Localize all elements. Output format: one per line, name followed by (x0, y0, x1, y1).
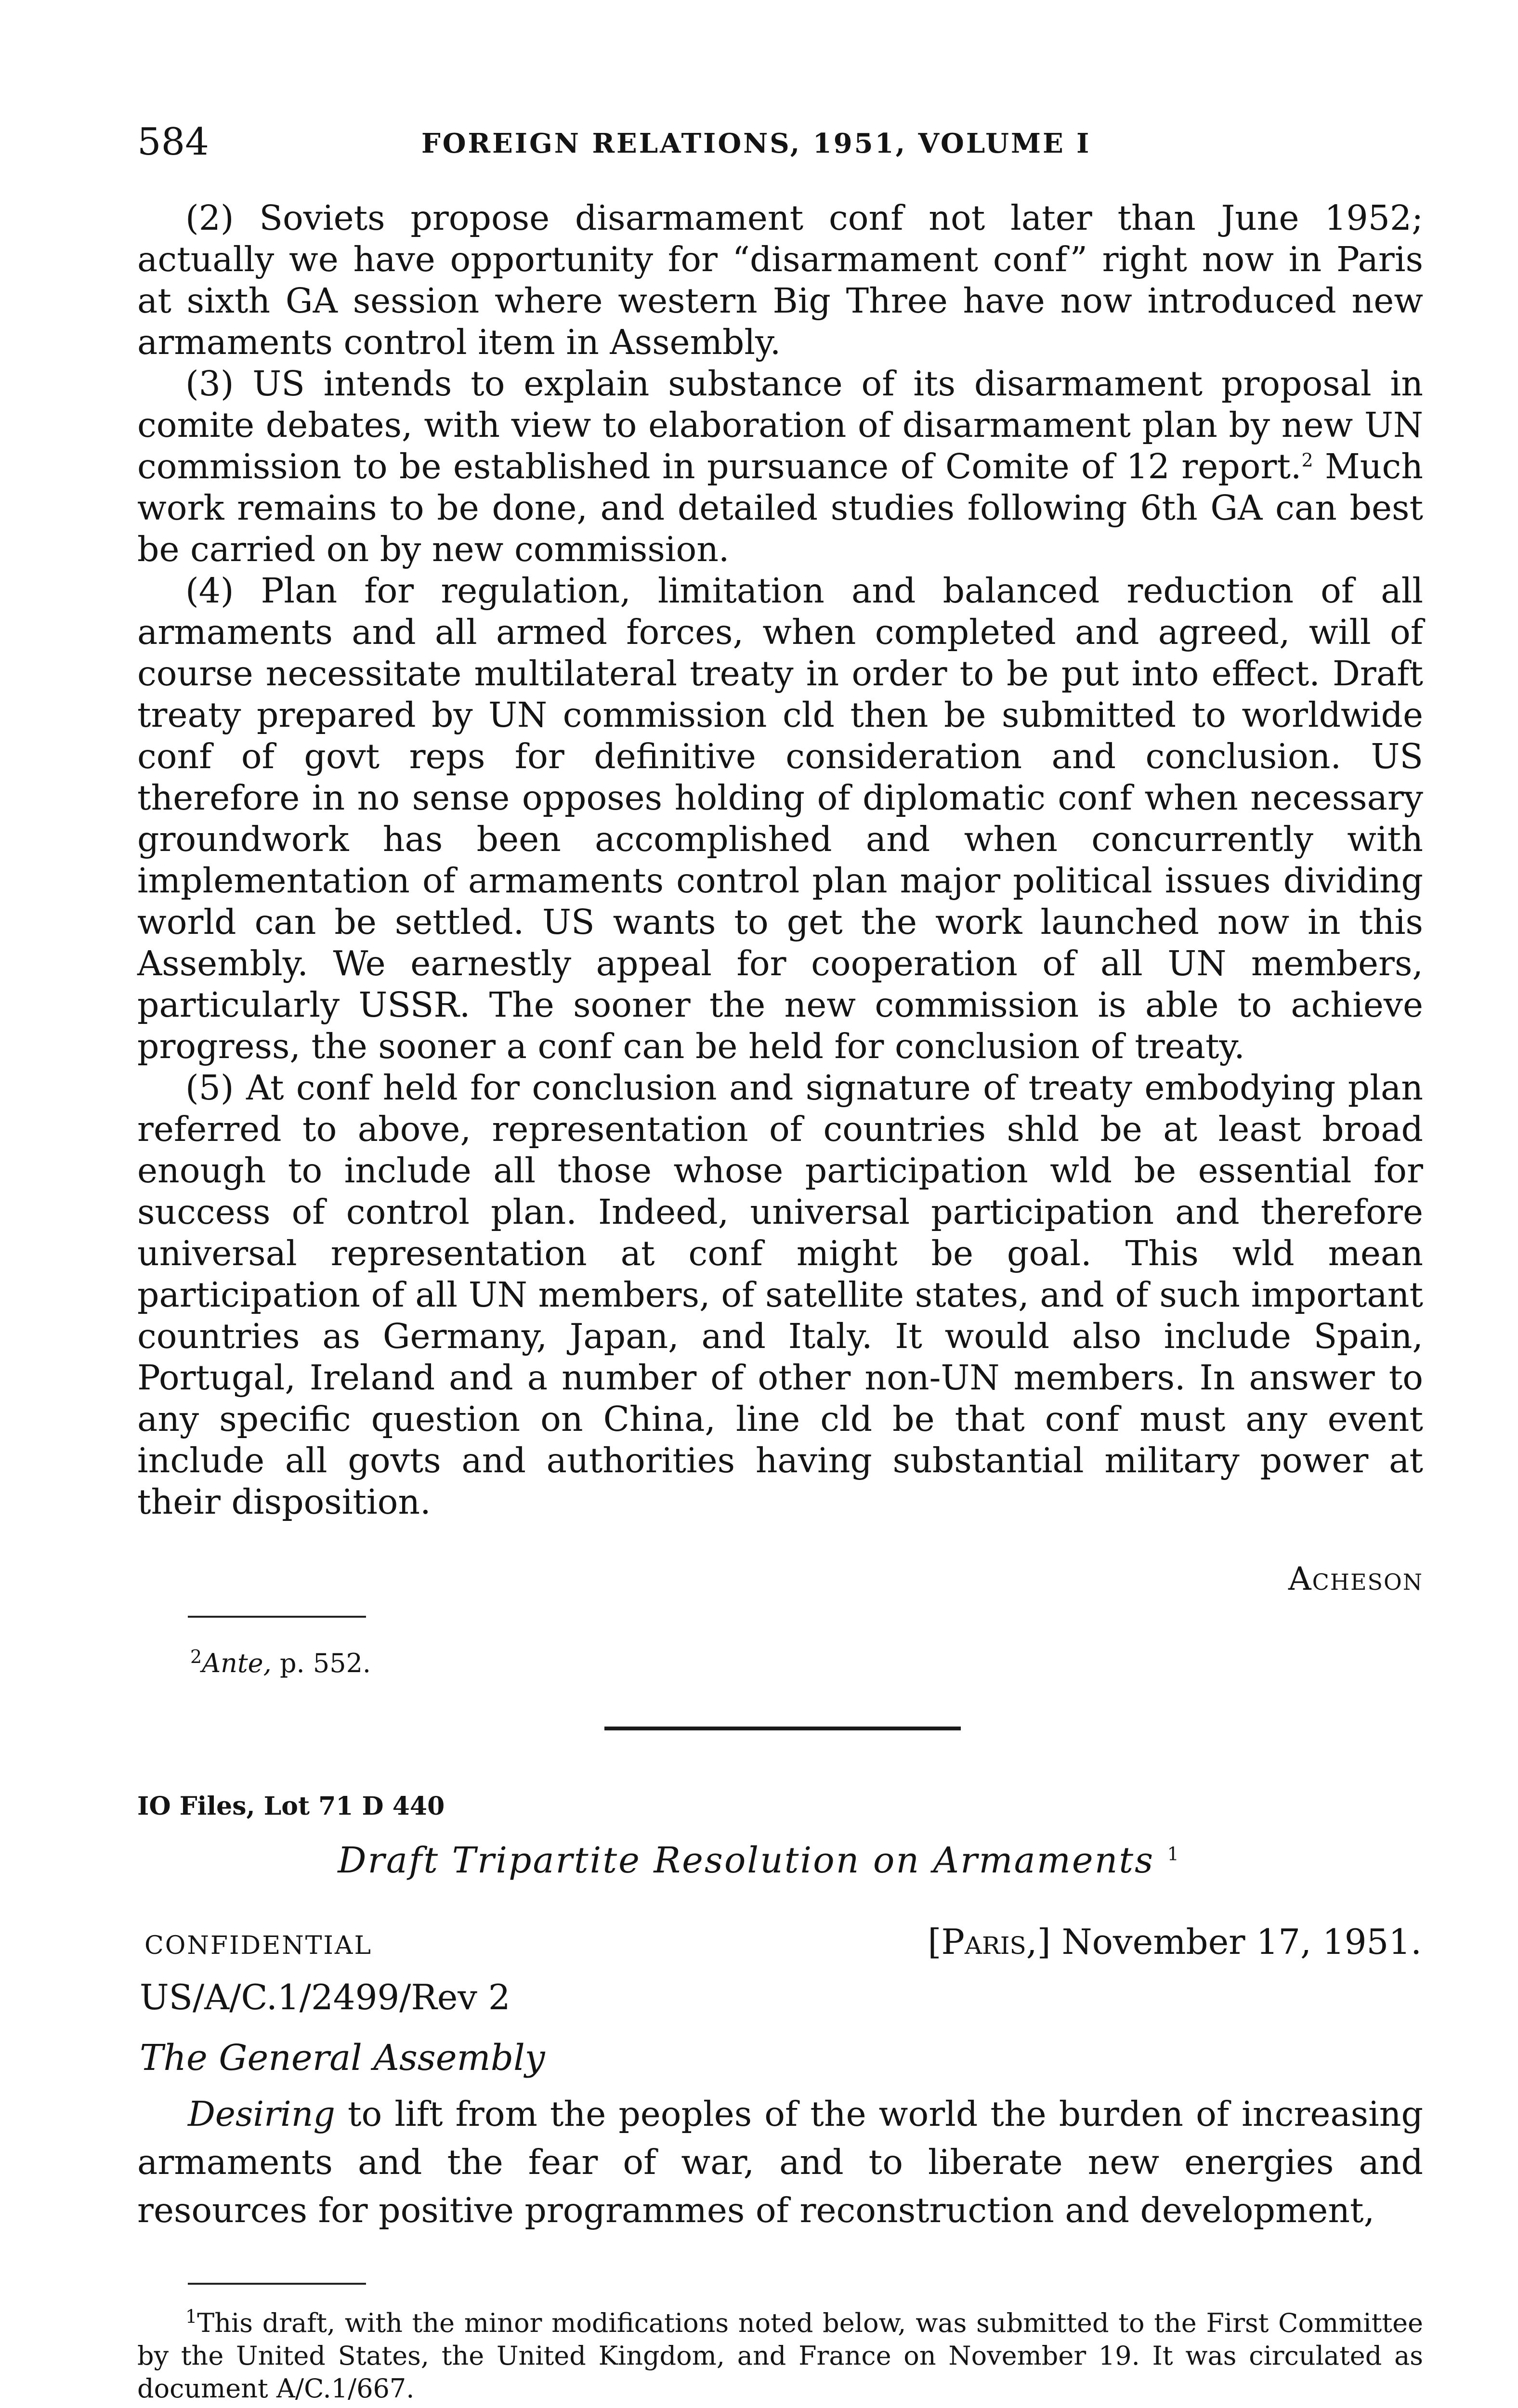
footnote-1-text: This draft, with the minor modifications noted below, was submitted to the First Committee by the United States, the United Kingdom, and France on November 19. It was circulated as document A/C.1/667. (137, 2308, 1423, 2404)
section-divider (604, 1727, 961, 1730)
page-header (137, 116, 1438, 169)
telegram-body (137, 197, 1423, 1523)
dateline-place: Paris, (941, 1922, 1037, 1962)
document-number: US/A/C.1/2499/Rev 2 (140, 1977, 510, 2017)
document-title (0, 1840, 1518, 1881)
paragraph-4: (4) Plan for regulation, limitation and balanced reduction of all armaments and all armed forces, when completed and agreed, will of course necessitate multilateral treaty in order to be put into effect. Draft treaty prepared by UN commission cld then be submitted to worldwide conf of govt reps for definitive consideration and conclusion. US therefore in no sense opposes holding of diplomatic conf when necessary groundwork has been accomplished and when concurrently with implementation of armaments control plan major political issues dividing world can be settled. US wants to get the work launched now in this Assembly. We earnestly appeal for cooperation of all UN members, particularly USSR. The sooner the new commission is able to achieve progress, the sooner a conf can be held for conclusion of treaty. (137, 571, 1423, 1066)
paragraph-2: (2) Soviets propose disarmament conf not later than June 1952; actually we have opportunity for “disarmament conf” right now in Paris at sixth GA session where western Big Three have now introduced new armaments control item in Assembly. (137, 198, 1423, 362)
signature: Acheson (1288, 1560, 1423, 1597)
dateline: [Paris,] November 17, 1951. (928, 1922, 1422, 1962)
footnote-1 (137, 2307, 1423, 2405)
file-source: IO Files, Lot 71 D 440 (137, 1792, 445, 1821)
classification: CONFIDENTIAL (144, 1931, 372, 1960)
page-number: 584 (137, 120, 209, 164)
footnote-2-mark: 2 (190, 1646, 202, 1667)
footnote-rule-top (188, 1616, 366, 1618)
footnote-2-italic: Ante, (202, 1648, 272, 1678)
footnote-2 (190, 1647, 371, 1680)
paragraph-3-text-a: (3) US intends to explain substance of its disarmament proposal in comite debates, with view to elaboration of disarmament plan by new UN commission to be established in pursuance of Comite of 12 report. (137, 364, 1423, 486)
footnote-ref-2: 2 (1301, 449, 1313, 471)
footnote-ref-1: 1 (1167, 1843, 1180, 1865)
footnote-2-text: p. 552. (271, 1648, 371, 1678)
paragraph-5: (5) At conf held for conclusion and signature of treaty embodying plan referred to above, representation of countries shld be at least broad enough to include all those whose participation wld be essential for success of control plan. Indeed, universal participation and therefore universal representation at conf might be goal. This wld mean participation of all UN members, of satellite states, and of such important countries as Germany, Japan, and Italy. It would also include Spain, Portugal, Ireland and a number of other non-UN members. In answer to any specific question on China, line cld be that conf must any event include all govts and authorities having substantial military power at their disposition. (137, 1068, 1423, 1522)
addressee: The General Assembly (140, 2037, 545, 2079)
document-title-text: Draft Tripartite Resolution on Armaments (338, 1840, 1155, 1881)
paragraph-3 (137, 363, 1423, 570)
paragraph-3-text-b: Much work remains to be done, and detailed studies following 6th GA can best be carried on by new commission. (137, 446, 1423, 569)
resolution-text: to lift from the peoples of the world the burden of increasing armaments and the fear of war, and to liberate new energies and resources for positive programmes of reconstruction and development, (137, 2094, 1423, 2230)
footnote-1-mark: 1 (185, 2306, 197, 2327)
resolution-lead: Desiring (188, 2094, 335, 2134)
running-head: FOREIGN RELATIONS, 1951, VOLUME I (421, 128, 1091, 159)
footnote-rule-bottom (188, 2283, 366, 2285)
dateline-date: November 17, 1951. (1061, 1922, 1422, 1962)
resolution-preamble (137, 2090, 1423, 2235)
